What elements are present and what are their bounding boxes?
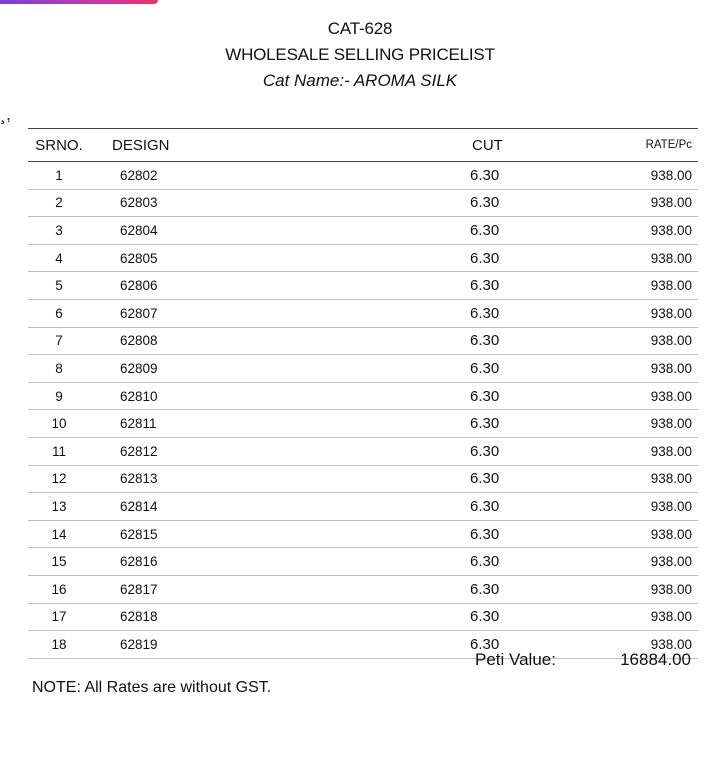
cell-rate: 938.00 (650, 581, 692, 597)
cell-srno: 10 (51, 416, 67, 432)
cell-srno: 6 (55, 305, 63, 321)
column-header-cut: CUT (472, 136, 503, 154)
cell-srno: 18 (51, 636, 67, 652)
cell-srno: 14 (51, 526, 67, 542)
cell-srno: 15 (51, 554, 67, 570)
cell-design: 62805 (120, 250, 158, 266)
cell-rate: 938.00 (650, 333, 692, 349)
category-name: Cat Name:- AROMA SILK (262, 71, 458, 90)
cell-srno: 5 (55, 278, 63, 294)
cell-design: 62808 (120, 333, 158, 349)
peti-value-amount: 16884.00 (620, 650, 691, 669)
cell-cut: 6.30 (470, 553, 500, 571)
cell-rate: 938.00 (650, 443, 692, 459)
table-row (28, 383, 698, 411)
table-row (28, 190, 698, 218)
cell-cut: 6.30 (470, 194, 500, 212)
cell-rate: 938.00 (650, 498, 692, 514)
document-title: WHOLESALE SELLING PRICELIST (225, 45, 495, 64)
cell-cut: 6.30 (470, 387, 500, 405)
cell-cut: 6.30 (470, 249, 500, 267)
cell-design: 62819 (120, 636, 158, 652)
cell-rate: 938.00 (650, 360, 692, 376)
cell-srno: 1 (55, 167, 63, 183)
cell-rate: 938.00 (650, 250, 692, 266)
cell-design: 62806 (120, 278, 158, 294)
cell-rate: 938.00 (650, 195, 692, 211)
cell-rate: 938.00 (650, 167, 692, 183)
cell-design: 62810 (120, 388, 158, 404)
cell-cut: 6.30 (470, 221, 500, 239)
table-row (28, 355, 698, 383)
table-row (28, 328, 698, 356)
column-header-srno: SRNO. (35, 136, 83, 154)
cell-cut: 6.30 (470, 304, 500, 322)
cell-cut: 6.30 (470, 166, 500, 184)
table-header (28, 129, 698, 162)
price-table (28, 128, 698, 659)
cell-cut: 6.30 (470, 332, 500, 350)
cell-design: 62802 (120, 167, 158, 183)
cell-rate: 938.00 (650, 526, 692, 542)
cell-rate: 938.00 (650, 388, 692, 404)
cell-design: 62813 (120, 471, 158, 487)
cell-design: 62814 (120, 498, 158, 514)
cell-design: 62803 (120, 195, 158, 211)
table-row (28, 604, 698, 632)
cell-srno: 2 (55, 195, 63, 211)
cell-design: 62817 (120, 581, 158, 597)
cell-design: 62812 (120, 443, 158, 459)
table-body (28, 162, 698, 659)
table-row (28, 245, 698, 273)
table-row (28, 548, 698, 576)
table-row (28, 576, 698, 604)
cell-rate: 938.00 (650, 278, 692, 294)
cell-srno: 9 (55, 388, 63, 404)
cell-srno: 4 (55, 250, 63, 266)
table-row (28, 410, 698, 438)
cell-srno: 8 (55, 360, 63, 376)
catalog-number: CAT-628 (327, 19, 393, 38)
table-row (28, 493, 698, 521)
table-row (28, 272, 698, 300)
cell-srno: 12 (51, 471, 67, 487)
cell-design: 62811 (120, 416, 157, 432)
cell-design: 62816 (120, 554, 158, 570)
cell-design: 62815 (120, 526, 158, 542)
gst-note: NOTE: All Rates are without GST. (32, 679, 272, 696)
cell-cut: 6.30 (470, 359, 500, 377)
document-header (0, 16, 720, 94)
cell-cut: 6.30 (470, 635, 500, 653)
cell-design: 62804 (120, 222, 158, 238)
table-row (28, 466, 698, 494)
cell-cut: 6.30 (470, 608, 500, 626)
cell-cut: 6.30 (470, 415, 500, 433)
cell-rate: 938.00 (650, 609, 692, 625)
table-row (28, 217, 698, 245)
cell-cut: 6.30 (470, 277, 500, 295)
column-header-rate: RATE/Pc (645, 139, 692, 151)
cell-rate: 938.00 (650, 416, 692, 432)
cell-cut: 6.30 (470, 525, 500, 543)
cell-rate: 938.00 (650, 305, 692, 321)
table-row (28, 438, 698, 466)
peti-value-label: Peti Value: (475, 650, 556, 669)
cell-srno: 17 (51, 609, 67, 625)
table-row (28, 162, 698, 190)
cell-rate: 938.00 (650, 554, 692, 570)
cell-design: 62807 (120, 305, 158, 321)
cell-cut: 6.30 (470, 497, 500, 515)
peti-value (475, 650, 691, 670)
cell-cut: 6.30 (470, 470, 500, 488)
cell-srno: 11 (51, 443, 66, 459)
top-accent-bar (0, 0, 158, 4)
cell-rate: 938.00 (650, 222, 692, 238)
cell-rate: 938.00 (650, 471, 692, 487)
edge-mark: ¸, (0, 104, 11, 124)
cell-design: 62809 (120, 360, 158, 376)
cell-cut: 6.30 (470, 442, 500, 460)
cell-design: 62818 (120, 609, 158, 625)
cell-rate: 938.00 (650, 636, 692, 652)
cell-srno: 7 (55, 333, 63, 349)
table-row (28, 300, 698, 328)
column-header-design: DESIGN (112, 136, 170, 154)
cell-srno: 3 (55, 222, 63, 238)
cell-srno: 16 (51, 581, 67, 597)
cell-srno: 13 (51, 498, 67, 514)
table-row (28, 521, 698, 549)
cell-cut: 6.30 (470, 580, 500, 598)
